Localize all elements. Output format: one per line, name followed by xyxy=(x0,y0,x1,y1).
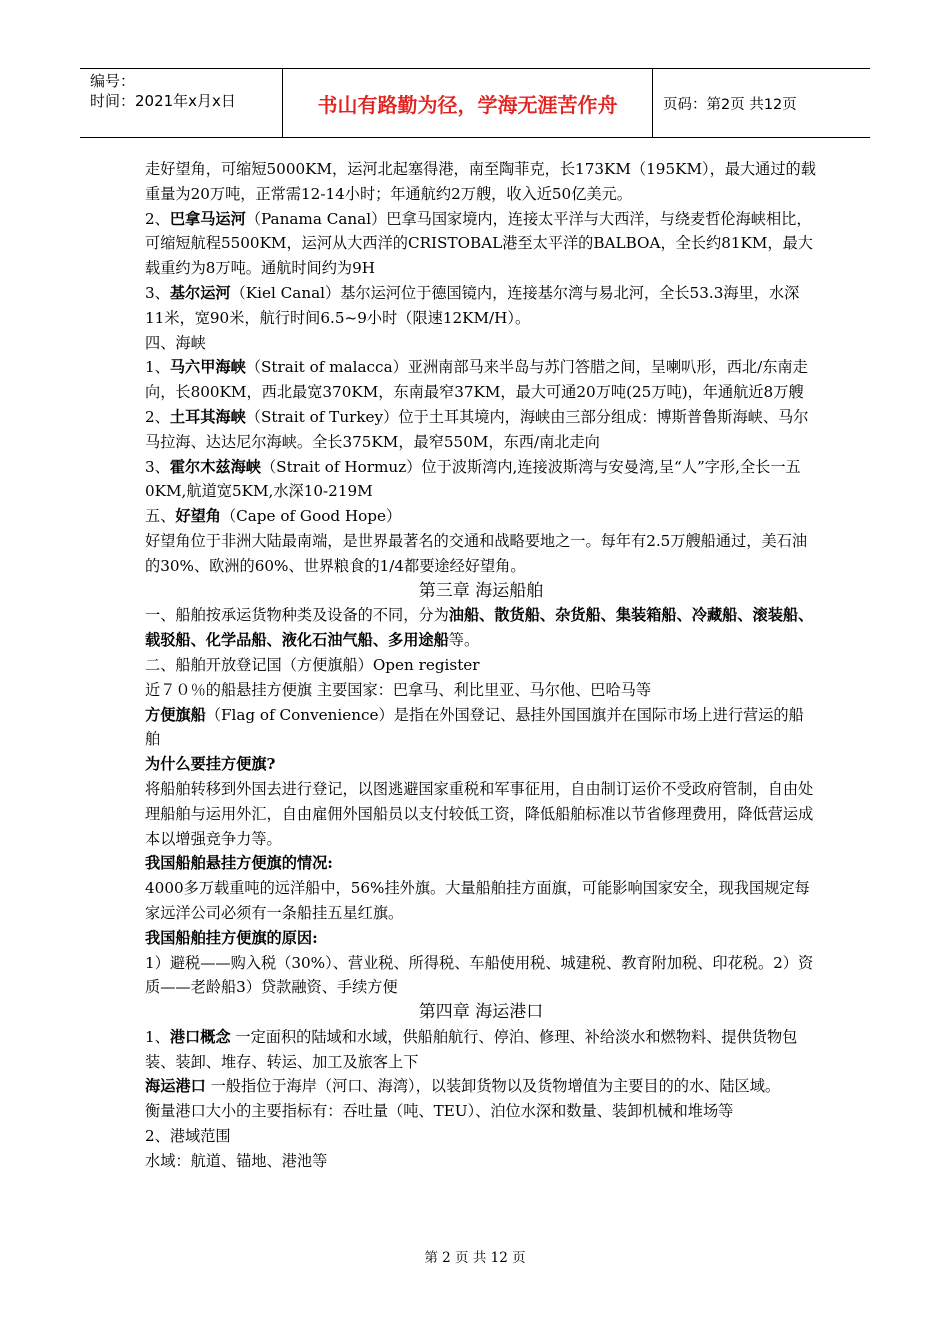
text-run: 一定面积的陆域和水域，供船舶航行、停泊、修理、补给淡水和燃物料、提供货物包装、装卸、堆存、转运、加工及旅客上下 xyxy=(145,1027,798,1071)
text-run: 将船舶转移到外国去进行登记，以图逃避国家重税和军事征用，自由制订运价不受政府管制，自由处理船舶与运用外汇，自由雇佣外国船员以支付较低工资，降低船舶标准以节省修理费用，降低营运成本以增强竞争力等。 xyxy=(145,779,814,848)
paragraph xyxy=(145,876,817,926)
text-run: （Strait of Hormuz）位于波斯湾内,连接波斯湾与安曼湾,呈“人”字形,全长一五0KM,航道宽5KM,水深10-219M xyxy=(145,457,801,501)
text-run: 1、 xyxy=(145,358,170,377)
paragraph xyxy=(145,777,817,851)
text-run: 四、海峡 xyxy=(145,333,206,352)
paragraph xyxy=(145,926,817,951)
paragraph xyxy=(145,455,817,505)
paragraph xyxy=(145,281,817,331)
text-run: 一、船舶按承运货物种类及设备的不同，分为 xyxy=(145,606,449,625)
paragraph xyxy=(145,951,817,1001)
paragraph xyxy=(145,405,817,455)
bold-term: 港口概念 xyxy=(169,1027,231,1046)
text-run: 4000多万载重吨的远洋船中，56%挂外旗。大量船舶挂方面旗，可能影响国家安全，现我国规定每家远洋公司必须有一条船挂五星红旗。 xyxy=(145,879,810,922)
paragraph xyxy=(145,1099,817,1124)
bold-term: 好望角 xyxy=(175,507,221,526)
paragraph xyxy=(145,703,817,753)
text-run: 走好望角，可缩短5000KM，运河北起塞得港，南至陶菲克，长173KM（195KM），最大通过的载重量为20万吨，正常需12-14小时；年通航约2万艘，收入近50亿美元。 xyxy=(145,160,816,203)
bold-term: 为什么要挂方便旗? xyxy=(145,755,276,774)
document-body xyxy=(145,157,817,1174)
bold-term: 我国船舶悬挂方便旗的情况: xyxy=(145,854,333,873)
text-run: 二、船舶开放登记国（方便旗船）Open register xyxy=(145,655,480,674)
text-run: （Cape of Good Hope） xyxy=(220,507,402,526)
paragraph xyxy=(145,752,817,777)
text-run: （Strait of Turkey）位于土耳其境内，海峡由三部分组成：博斯普鲁斯海峡、马尔马拉海、达达尼尔海峡。全长375KM，最窄550M，东西/南北走向 xyxy=(145,407,809,451)
bold-term: 油船、散货船、杂货船、集装箱船、冷藏船、滚装船、载驳船、化学品船、液化石油气船、多用途船 xyxy=(145,606,814,650)
chapter-heading xyxy=(145,579,817,604)
text-run: 2、 xyxy=(145,209,170,228)
bold-term: 方便旗船 xyxy=(145,705,206,724)
text-run: 五、 xyxy=(145,507,176,526)
paragraph xyxy=(145,603,817,653)
text-run: 好望角位于非洲大陆最南端，是世界最著名的交通和战略要地之一。每年有2.5万艘船通过，美石油的30%、欧洲的60%、世界粮食的1/4都要途经好望角。 xyxy=(145,531,808,575)
bold-term: 巴拿马运河 xyxy=(169,209,246,228)
text-run: 一般指位于海岸（河口、海湾），以装卸货物以及货物增值为主要目的的水、陆区域。 xyxy=(205,1077,781,1096)
header-motto: 书山有路勤为径，学海无涯苦作舟 xyxy=(282,69,653,137)
paragraph xyxy=(145,678,817,703)
bold-term: 基尔运河 xyxy=(169,283,231,302)
text-run: 等。 xyxy=(448,631,480,650)
paragraph xyxy=(145,504,817,529)
paragraph xyxy=(145,851,817,876)
text-run: （Kiel Canal）基尔运河位于德国镜内，连接基尔湾与易北河，全长53.3海里，水深11米，宽90米，航行时间6.5~9小时（限速12KM/H）。 xyxy=(145,283,800,327)
time-label: 时间：2021年x月x日 xyxy=(90,92,236,110)
text-run: （Flag of Convenience）是指在外国登记、悬挂外国国旗并在国际市场上进行营运的船舶 xyxy=(145,705,804,749)
page-header xyxy=(80,68,870,138)
text-run: 第四章 海运港口 xyxy=(418,1002,544,1023)
paragraph xyxy=(145,1074,817,1099)
chapter-heading xyxy=(145,1000,817,1025)
text-run: 衡量港口大小的主要指标有：吞吐量（吨、TEU）、泊位水深和数量、装卸机械和堆场等 xyxy=(145,1102,734,1121)
paragraph xyxy=(145,1025,817,1075)
bold-term: 霍尔木兹海峡 xyxy=(169,457,261,476)
paragraph xyxy=(145,653,817,678)
bold-term: 海运港口 xyxy=(145,1077,206,1096)
text-run: 1、 xyxy=(145,1027,170,1046)
paragraph xyxy=(145,331,817,356)
paragraph xyxy=(145,1124,817,1149)
text-run: 3、 xyxy=(145,457,170,476)
text-run: 2、港域范围 xyxy=(145,1127,231,1146)
paragraph xyxy=(145,355,817,405)
paragraph xyxy=(145,157,817,207)
text-run: （Strait of malacca）亚洲南部马来半岛与苏门答腊之间，呈喇叭形，西北/东南走向，长800KM，西北最宽370KM，东南最窄37KM，最大可通20万吨(25万吨)，年通航近8万艘 xyxy=(145,358,808,402)
text-run: （Panama Canal）巴拿马国家境内，连接太平洋与大西洋，与绕麦哲伦海峡相比，可缩短航程5500KM，运河从大西洋的CRISTOBAL港至太平洋的BALBOA，全长约81KM，最大载重约为8万吨。通航时间约为9H xyxy=(145,209,813,278)
header-meta xyxy=(80,69,282,137)
bold-term: 土耳其海峡 xyxy=(169,407,246,426)
text-run: 近７０％的船悬挂方便旗 主要国家：巴拿马、利比里亚、马尔他、巴哈马等 xyxy=(145,680,652,699)
paragraph xyxy=(145,1149,817,1174)
bold-term: 我国船舶挂方便旗的原因: xyxy=(145,928,318,947)
text-run: 2、 xyxy=(145,407,170,426)
text-run: 3、 xyxy=(145,283,170,302)
bold-term: 马六甲海峡 xyxy=(169,358,246,377)
paragraph xyxy=(145,207,817,281)
number-label: 编号： xyxy=(90,72,136,90)
header-page-number: 页码：第2页 共12页 xyxy=(663,96,797,113)
text-run: 第三章 海运船舶 xyxy=(418,580,544,601)
paragraph xyxy=(145,529,817,579)
text-run: 1）避税——购入税（30%）、营业税、所得税、车船使用税、城建税、教育附加税、印花税。2）资质——老龄船3）贷款融资、手续方便 xyxy=(145,953,814,997)
text-run: 水域：航道、锚地、港池等 xyxy=(145,1151,328,1170)
page-footer: 第 2 页 共 12 页 xyxy=(424,1250,526,1266)
